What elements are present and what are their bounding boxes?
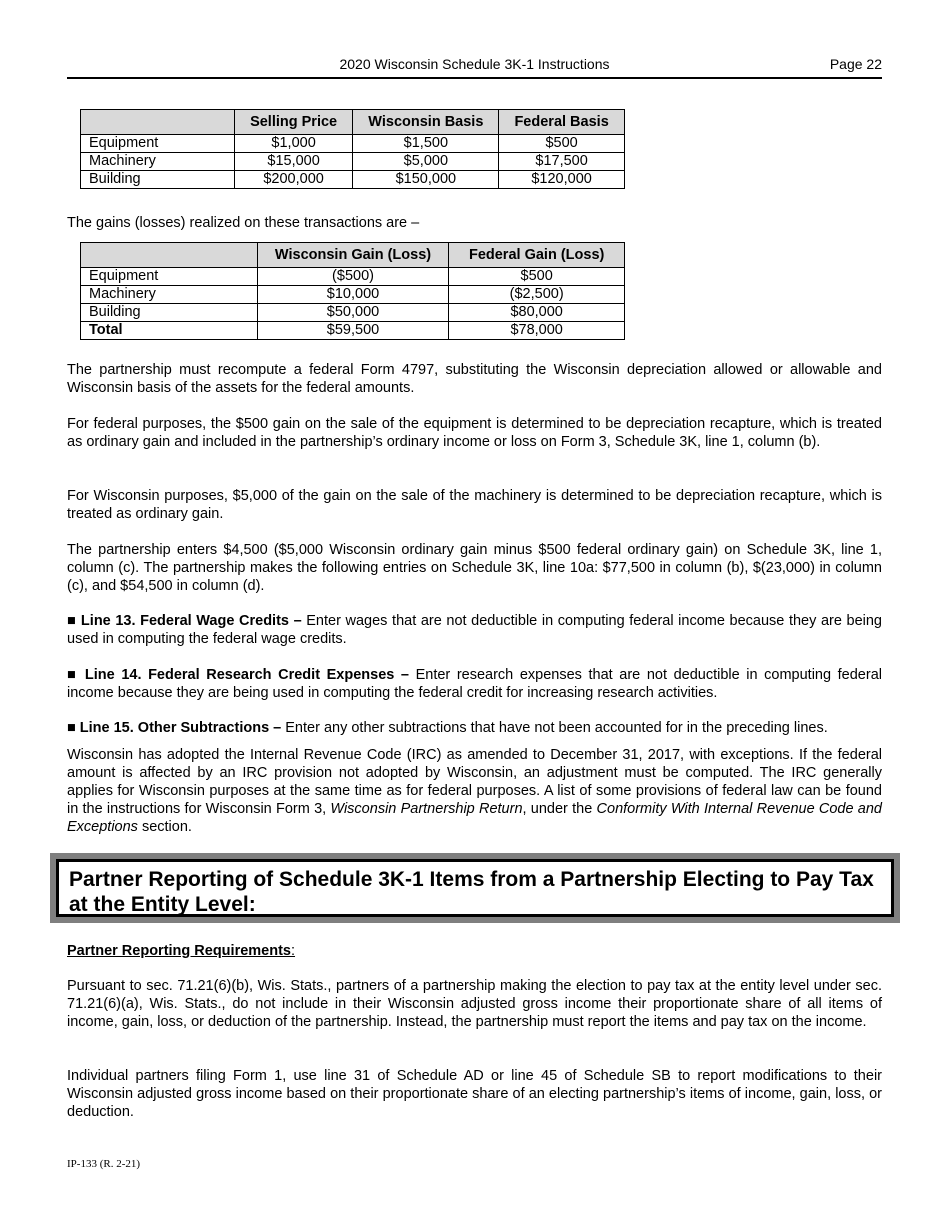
table-total-row — [81, 322, 625, 340]
irc-italic-form-title: Wisconsin Partnership Return — [330, 801, 523, 817]
table-cell: $50,000 — [257, 304, 449, 322]
table-cell: Building — [81, 304, 258, 322]
table-cell: Machinery — [81, 153, 235, 171]
table-cell: $10,000 — [257, 286, 449, 304]
line-14-text: Enter research expenses that are not deductible in computing federal income because they are being used in computing the federal credit for increasing research activities. — [67, 667, 882, 701]
section-banner-title: Partner Reporting of Schedule 3K-1 Items from a Partnership Electing to Pay Tax at the Entity Level: — [56, 859, 894, 917]
table-cell: $150,000 — [353, 171, 499, 189]
table-row — [81, 286, 625, 304]
table-cell: $5,000 — [353, 153, 499, 171]
line-15-paragraph — [67, 719, 882, 737]
irc-text-a: Wisconsin has adopted the Internal Revenue Code (IRC) as amended to December 31, 2017, with exceptions. If the federal amount is affected by an IRC provision not adopted by Wisconsin, an adjustment must be computed. The IRC generally applies for Wisconsin purposes at the same time as for federal purposes. A list of some provisions of federal law can be found in the instructions for Wisconsin Form 3, — [67, 747, 882, 817]
line-13-paragraph — [67, 612, 882, 648]
line-14-heading: ■ Line 14. Federal Research Credit Expenses – — [67, 667, 409, 683]
paragraph-entity-level-election: Pursuant to sec. 71.21(6)(b), Wis. Stats., partners of a partnership making the election to pay tax at the entity level under sec. 71.21(6)(a), Wis. Stats., do not include in their Wisconsin adjusted gross income their proportionate share of all items of income, gain, loss, or deduction of the partnership. Instead, the partnership must report the items and pay tax on the income. — [67, 978, 882, 1030]
paragraph-irc-conformity — [67, 746, 882, 836]
table-header-cell: Federal Basis — [499, 110, 625, 135]
table-row — [81, 153, 625, 171]
table-cell: $15,000 — [234, 153, 353, 171]
line-15-text: Enter any other subtractions that have not been accounted for in the preceding lines. — [281, 720, 828, 736]
form-code-footer: IP-133 (R. 2-21) — [67, 1158, 141, 1170]
table-cell: Equipment — [81, 135, 235, 153]
table-header-cell: Selling Price — [234, 110, 353, 135]
section-banner — [50, 853, 900, 923]
line-13-heading: ■ Line 13. Federal Wage Credits – — [67, 613, 302, 629]
table-cell: $500 — [499, 135, 625, 153]
table-cell: Machinery — [81, 286, 258, 304]
subsection-heading-colon: : — [291, 943, 296, 959]
table-header-cell: Wisconsin Basis — [353, 110, 499, 135]
line-15-heading: ■ Line 15. Other Subtractions – — [67, 720, 282, 736]
paragraph-form-4797: The partnership must recompute a federal Form 4797, substituting the Wisconsin depreciation allowed or allowable and Wisconsin basis of the assets for the federal amounts. — [67, 362, 882, 396]
table-cell: $80,000 — [449, 304, 625, 322]
gains-intro: The gains (losses) realized on these transactions are – — [67, 215, 420, 231]
table-cell: Building — [81, 171, 235, 189]
paragraph-individual-partners: Individual partners filing Form 1, use line 31 of Schedule AD or line 45 of Schedule SB to report modifications to their Wisconsin adjusted gross income based on their proportionate share of an electing partnership’s items of income, gain, loss, or deduction. — [67, 1068, 882, 1120]
table-cell: $59,500 — [257, 322, 449, 340]
table-cell: Total — [81, 322, 258, 340]
table-cell: Equipment — [81, 268, 258, 286]
table-header-row — [81, 110, 625, 135]
line-13-text: Enter wages that are not deductible in computing federal income because they are being used in computing the federal wage credits. — [67, 613, 882, 647]
table-cell: $1,000 — [234, 135, 353, 153]
table-cell: $120,000 — [499, 171, 625, 189]
table-cell: $17,500 — [499, 153, 625, 171]
table-cell: ($500) — [257, 268, 449, 286]
table-header-cell — [81, 110, 235, 135]
table-cell: $78,000 — [449, 322, 625, 340]
subsection-heading — [67, 943, 295, 959]
irc-italic-section-title: Conformity With Internal Revenue Code and Exceptions — [67, 801, 882, 835]
table-header-cell — [81, 243, 258, 268]
page-number: Page 22 — [829, 56, 882, 72]
table-header-cell: Wisconsin Gain (Loss) — [257, 243, 449, 268]
table-cell: $500 — [449, 268, 625, 286]
table-row — [81, 171, 625, 189]
irc-text-b: , under the — [522, 801, 597, 817]
table-header-row — [81, 243, 625, 268]
line-14-paragraph — [67, 666, 882, 702]
table-cell: ($2,500) — [449, 286, 625, 304]
table-cell: $1,500 — [353, 135, 499, 153]
table-row — [81, 268, 625, 286]
basis-table — [80, 109, 625, 189]
page-header — [67, 55, 882, 79]
table-row — [81, 135, 625, 153]
paragraph-partnership-entries: The partnership enters $4,500 ($5,000 Wisconsin ordinary gain minus $500 federal ordinary gain) on Schedule 3K, line 1, column (c). The partnership makes the following entries on Schedule 3K, line 10a: $77,500 in column (b), $(23,000) in column (c), and $54,500 in column (d). — [67, 542, 882, 594]
subsection-heading-text: Partner Reporting Requirements — [67, 943, 291, 959]
table-header-cell: Federal Gain (Loss) — [449, 243, 625, 268]
table-row — [81, 304, 625, 322]
header-title: 2020 Wisconsin Schedule 3K-1 Instructions — [339, 56, 610, 72]
paragraph-federal-purposes: For federal purposes, the $500 gain on the sale of the equipment is determined to be depreciation recapture, which is treated as ordinary gain and included in the partnership’s ordinary income or loss on Form 3, Schedule 3K, line 1, column (b). — [67, 416, 882, 450]
paragraph-wisconsin-purposes: For Wisconsin purposes, $5,000 of the gain on the sale of the machinery is determined to be depreciation recapture, which is treated as ordinary gain. — [67, 488, 882, 522]
table-cell: $200,000 — [234, 171, 353, 189]
gain-loss-table — [80, 242, 625, 340]
irc-text-c: section. — [137, 819, 192, 835]
